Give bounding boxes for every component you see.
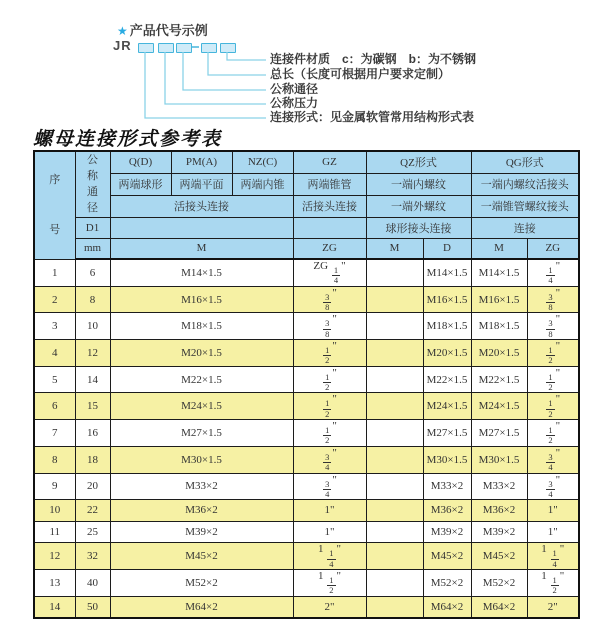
header-code-qz: QZ形式 xyxy=(366,151,471,173)
header-union-qg: 一端锥管螺纹接头 xyxy=(471,195,579,217)
code-label-diameter: 公称通径 xyxy=(270,82,319,96)
cell-m: M22×1.5 xyxy=(110,366,293,393)
table-row xyxy=(34,543,579,570)
cell-qz-d: M14×1.5 xyxy=(423,259,471,286)
fraction: $\frac{1}{2}$ xyxy=(329,574,334,596)
cell-qz-m xyxy=(366,569,423,596)
table-row xyxy=(34,313,579,340)
fraction: $\frac{1}{4}$ xyxy=(548,265,553,286)
cell-dn: 8 xyxy=(75,286,110,313)
code-label-pressure: 公称压力 xyxy=(270,96,319,110)
cell-m: M36×2 xyxy=(110,500,293,522)
fraction: $\frac{1}{2}$ xyxy=(325,425,330,446)
header-code-qd: Q(D) xyxy=(110,151,171,173)
cell-qg-m: M24×1.5 xyxy=(471,393,527,420)
header-type-qd: 两端球形 xyxy=(110,173,171,195)
code-box-5 xyxy=(220,43,236,53)
cell-m: M14×1.5 xyxy=(110,259,293,286)
fraction: $\frac{1}{2}$ xyxy=(325,371,330,393)
cell-dn: 10 xyxy=(75,313,110,340)
cell-qz-m xyxy=(366,543,423,570)
cell-qg-zg: $\frac{1}{2}$ " xyxy=(527,366,579,393)
header-conn-qg: 连接 xyxy=(471,217,579,238)
cell-m: M64×2 xyxy=(110,596,293,618)
header-unit: mm xyxy=(75,238,110,259)
cell-qz-m xyxy=(366,313,423,340)
cell-qz-m xyxy=(366,521,423,543)
header-code-nzc: NZ(C) xyxy=(232,151,293,173)
cell-qz-d: M52×2 xyxy=(423,569,471,596)
header-row-codes xyxy=(34,151,579,173)
code-label-connection: 连接形式：见金属软管常用结构形式表 xyxy=(270,110,475,124)
table-row xyxy=(34,521,579,543)
cell-dn: 32 xyxy=(75,543,110,570)
fraction: $\frac{1}{4}$ xyxy=(333,265,339,286)
fraction: $\frac{1}{2}$ xyxy=(552,574,557,596)
code-label-length: 总长（长度可根据用户要求定制） xyxy=(270,67,451,81)
cell-dn: 25 xyxy=(75,521,110,543)
cell-zg: $\frac{3}{8}$ " xyxy=(293,286,366,313)
cell-zg: $\frac{3}{4}$ " xyxy=(293,446,366,473)
header-sub-m: M xyxy=(110,238,293,259)
table-row xyxy=(34,393,579,420)
cell-qg-zg: 1" xyxy=(527,500,579,522)
cell-no: 2 xyxy=(34,286,75,313)
cell-zg: 2" xyxy=(293,596,366,618)
cell-qg-m: M18×1.5 xyxy=(471,313,527,340)
cell-dn: 40 xyxy=(75,569,110,596)
header-code-gz: GZ xyxy=(293,151,366,173)
cell-no: 4 xyxy=(34,340,75,367)
header-conn-qz: 球形接头连接 xyxy=(366,217,471,238)
fraction: $\frac{3}{4}$ xyxy=(548,451,553,473)
header-row-d1 xyxy=(34,217,579,238)
star-icon: ★ xyxy=(117,24,128,38)
code-prefix: JR xyxy=(113,38,132,53)
code-box-3 xyxy=(176,43,192,53)
table-header xyxy=(34,151,579,259)
cell-qg-zg: $\frac{1}{2}$ " xyxy=(527,340,579,367)
cell-zg: ZG $\frac{1}{4}$ " xyxy=(293,259,366,286)
cell-qg-m: M45×2 xyxy=(471,543,527,570)
header-dn: 公称通径 xyxy=(75,151,110,217)
cell-qg-m: M36×2 xyxy=(471,500,527,522)
cell-no: 5 xyxy=(34,366,75,393)
cell-qz-d: M39×2 xyxy=(423,521,471,543)
header-code-qg: QG形式 xyxy=(471,151,579,173)
header-d1: D1 xyxy=(75,217,110,238)
cell-zg: 1 $\frac{1}{2}$ " xyxy=(293,569,366,596)
header-type-qg: 一端内螺纹活接头 xyxy=(471,173,579,195)
table-row xyxy=(34,340,579,367)
cell-qz-d: M45×2 xyxy=(423,543,471,570)
cell-qz-m xyxy=(366,286,423,313)
cell-m: M20×1.5 xyxy=(110,340,293,367)
fraction: $\frac{1}{2}$ xyxy=(548,371,553,393)
cell-m: M39×2 xyxy=(110,521,293,543)
table-row xyxy=(34,596,579,618)
cell-dn: 15 xyxy=(75,393,110,420)
table-row xyxy=(34,286,579,313)
table-title: 螺母连接形式参考表 xyxy=(33,129,223,150)
cell-m: M18×1.5 xyxy=(110,313,293,340)
cell-qg-m: M64×2 xyxy=(471,596,527,618)
table-row xyxy=(34,420,579,447)
cell-dn: 20 xyxy=(75,473,110,500)
fraction: $\frac{1}{4}$ xyxy=(552,548,557,569)
cell-qg-zg: $\frac{3}{4}$ " xyxy=(527,446,579,473)
cell-qz-m xyxy=(366,596,423,618)
header-d1-blank-zg xyxy=(293,217,366,238)
cell-qz-m xyxy=(366,500,423,522)
cell-no: 11 xyxy=(34,521,75,543)
cell-qz-m xyxy=(366,366,423,393)
fraction: $\frac{1}{2}$ xyxy=(325,398,330,419)
header-type-gz: 两端锥管 xyxy=(293,173,366,195)
cell-zg: $\frac{1}{2}$ " xyxy=(293,366,366,393)
table-row xyxy=(34,473,579,500)
cell-m: M27×1.5 xyxy=(110,420,293,447)
cell-qz-d: M27×1.5 xyxy=(423,420,471,447)
cell-no: 1 xyxy=(34,259,75,286)
fraction: $\frac{3}{8}$ xyxy=(325,318,330,339)
table-row xyxy=(34,569,579,596)
header-type-nzc: 两端内锥 xyxy=(232,173,293,195)
cell-qz-d: M24×1.5 xyxy=(423,393,471,420)
cell-qg-m: M39×2 xyxy=(471,521,527,543)
cell-qz-d: M22×1.5 xyxy=(423,366,471,393)
cell-dn: 16 xyxy=(75,420,110,447)
cell-qz-m xyxy=(366,393,423,420)
cell-dn: 18 xyxy=(75,446,110,473)
header-sub-qg-zg: ZG xyxy=(527,238,579,259)
cell-qz-m xyxy=(366,420,423,447)
cell-qz-m xyxy=(366,473,423,500)
cell-qz-d: M64×2 xyxy=(423,596,471,618)
cell-m: M24×1.5 xyxy=(110,393,293,420)
cell-dn: 22 xyxy=(75,500,110,522)
header-row-units xyxy=(34,238,579,259)
cell-no: 10 xyxy=(34,500,75,522)
cell-qg-zg: 2" xyxy=(527,596,579,618)
header-union-left: 活接头连接 xyxy=(110,195,293,217)
cell-qz-d: M33×2 xyxy=(423,473,471,500)
cell-m: M33×2 xyxy=(110,473,293,500)
cell-m: M52×2 xyxy=(110,569,293,596)
header-union-gz: 活接头连接 xyxy=(293,195,366,217)
cell-qg-m: M27×1.5 xyxy=(471,420,527,447)
cell-dn: 50 xyxy=(75,596,110,618)
cell-zg: $\frac{1}{2}$ " xyxy=(293,420,366,447)
cell-qz-d: M20×1.5 xyxy=(423,340,471,367)
cell-qg-zg: $\frac{1}{2}$ " xyxy=(527,393,579,420)
cell-qg-zg: 1 $\frac{1}{2}$ " xyxy=(527,569,579,596)
cell-no: 8 xyxy=(34,446,75,473)
fraction: $\frac{3}{8}$ xyxy=(325,291,330,313)
fraction: $\frac{1}{2}$ xyxy=(548,345,553,366)
cell-no: 9 xyxy=(34,473,75,500)
cell-no: 3 xyxy=(34,313,75,340)
header-serial: 序号 xyxy=(34,151,75,259)
cell-zg: $\frac{3}{8}$ " xyxy=(293,313,366,340)
fraction: $\frac{3}{8}$ xyxy=(548,318,553,339)
fraction: $\frac{3}{4}$ xyxy=(325,451,330,473)
cell-qg-m: M14×1.5 xyxy=(471,259,527,286)
cell-m: M16×1.5 xyxy=(110,286,293,313)
cell-no: 6 xyxy=(34,393,75,420)
fraction: $\frac{3}{4}$ xyxy=(325,478,330,499)
cell-no: 7 xyxy=(34,420,75,447)
cell-qg-zg: $\frac{1}{4}$ " xyxy=(527,259,579,286)
header-sub-qz-d: D xyxy=(423,238,471,259)
diagram-title-text: 产品代号示例 xyxy=(129,23,208,38)
cell-qg-zg: 1" xyxy=(527,521,579,543)
table-row xyxy=(34,500,579,522)
cell-qg-zg: $\frac{3}{8}$ " xyxy=(527,313,579,340)
cell-qg-zg: 1 $\frac{1}{4}$ " xyxy=(527,543,579,570)
cell-dn: 6 xyxy=(75,259,110,286)
product-code-diagram xyxy=(0,0,600,140)
code-box-2 xyxy=(158,43,174,53)
cell-qz-d: M18×1.5 xyxy=(423,313,471,340)
cell-qg-m: M30×1.5 xyxy=(471,446,527,473)
fraction: $\frac{1}{2}$ xyxy=(548,425,553,446)
cell-no: 13 xyxy=(34,569,75,596)
cell-m: M45×2 xyxy=(110,543,293,570)
cell-qg-zg: $\frac{3}{8}$ " xyxy=(527,286,579,313)
cell-qg-m: M22×1.5 xyxy=(471,366,527,393)
header-sub-qg-m: M xyxy=(471,238,527,259)
header-union-qz: 一端外螺纹 xyxy=(366,195,471,217)
header-row-union xyxy=(34,195,579,217)
cell-no: 14 xyxy=(34,596,75,618)
fraction: $\frac{3}{4}$ xyxy=(548,478,553,499)
cell-dn: 14 xyxy=(75,366,110,393)
cell-qz-d: M30×1.5 xyxy=(423,446,471,473)
code-label-material: 连接件材质 c：为碳钢 b：为不锈钢 xyxy=(270,52,477,66)
fraction: $\frac{1}{2}$ xyxy=(548,398,553,419)
cell-zg: 1" xyxy=(293,521,366,543)
cell-qz-m xyxy=(366,340,423,367)
header-type-pma: 两端平面 xyxy=(171,173,232,195)
cell-qz-m xyxy=(366,446,423,473)
table-row xyxy=(34,446,579,473)
cell-qz-d: M16×1.5 xyxy=(423,286,471,313)
cell-zg: $\frac{1}{2}$ " xyxy=(293,340,366,367)
fraction: $\frac{1}{2}$ xyxy=(325,345,330,366)
header-d1-blank-m xyxy=(110,217,293,238)
cell-no: 12 xyxy=(34,543,75,570)
cell-zg: 1 $\frac{1}{4}$ " xyxy=(293,543,366,570)
cell-qz-d: M36×2 xyxy=(423,500,471,522)
table-row xyxy=(34,366,579,393)
header-type-qz: 一端内螺纹 xyxy=(366,173,471,195)
header-code-pma: PM(A) xyxy=(171,151,232,173)
cell-zg: $\frac{1}{2}$ " xyxy=(293,393,366,420)
fraction: $\frac{1}{4}$ xyxy=(329,548,334,569)
diagram-title xyxy=(117,20,208,39)
cell-qg-m: M16×1.5 xyxy=(471,286,527,313)
table-body xyxy=(34,259,579,618)
cell-qz-m xyxy=(366,259,423,286)
cell-qg-zg: $\frac{1}{2}$ " xyxy=(527,420,579,447)
cell-zg: 1" xyxy=(293,500,366,522)
cell-dn: 12 xyxy=(75,340,110,367)
cell-qg-m: M33×2 xyxy=(471,473,527,500)
cell-m: M30×1.5 xyxy=(110,446,293,473)
cell-qg-zg: $\frac{3}{4}$ " xyxy=(527,473,579,500)
header-sub-zg: ZG xyxy=(293,238,366,259)
reference-table xyxy=(33,150,580,619)
code-box-1 xyxy=(138,43,154,53)
code-box-4 xyxy=(201,43,217,53)
header-sub-qz-m: M xyxy=(366,238,423,259)
header-row-types xyxy=(34,173,579,195)
fraction: $\frac{3}{8}$ xyxy=(548,291,553,313)
cell-qg-m: M20×1.5 xyxy=(471,340,527,367)
cell-zg: $\frac{3}{4}$ " xyxy=(293,473,366,500)
table-row xyxy=(34,259,579,286)
cell-qg-m: M52×2 xyxy=(471,569,527,596)
